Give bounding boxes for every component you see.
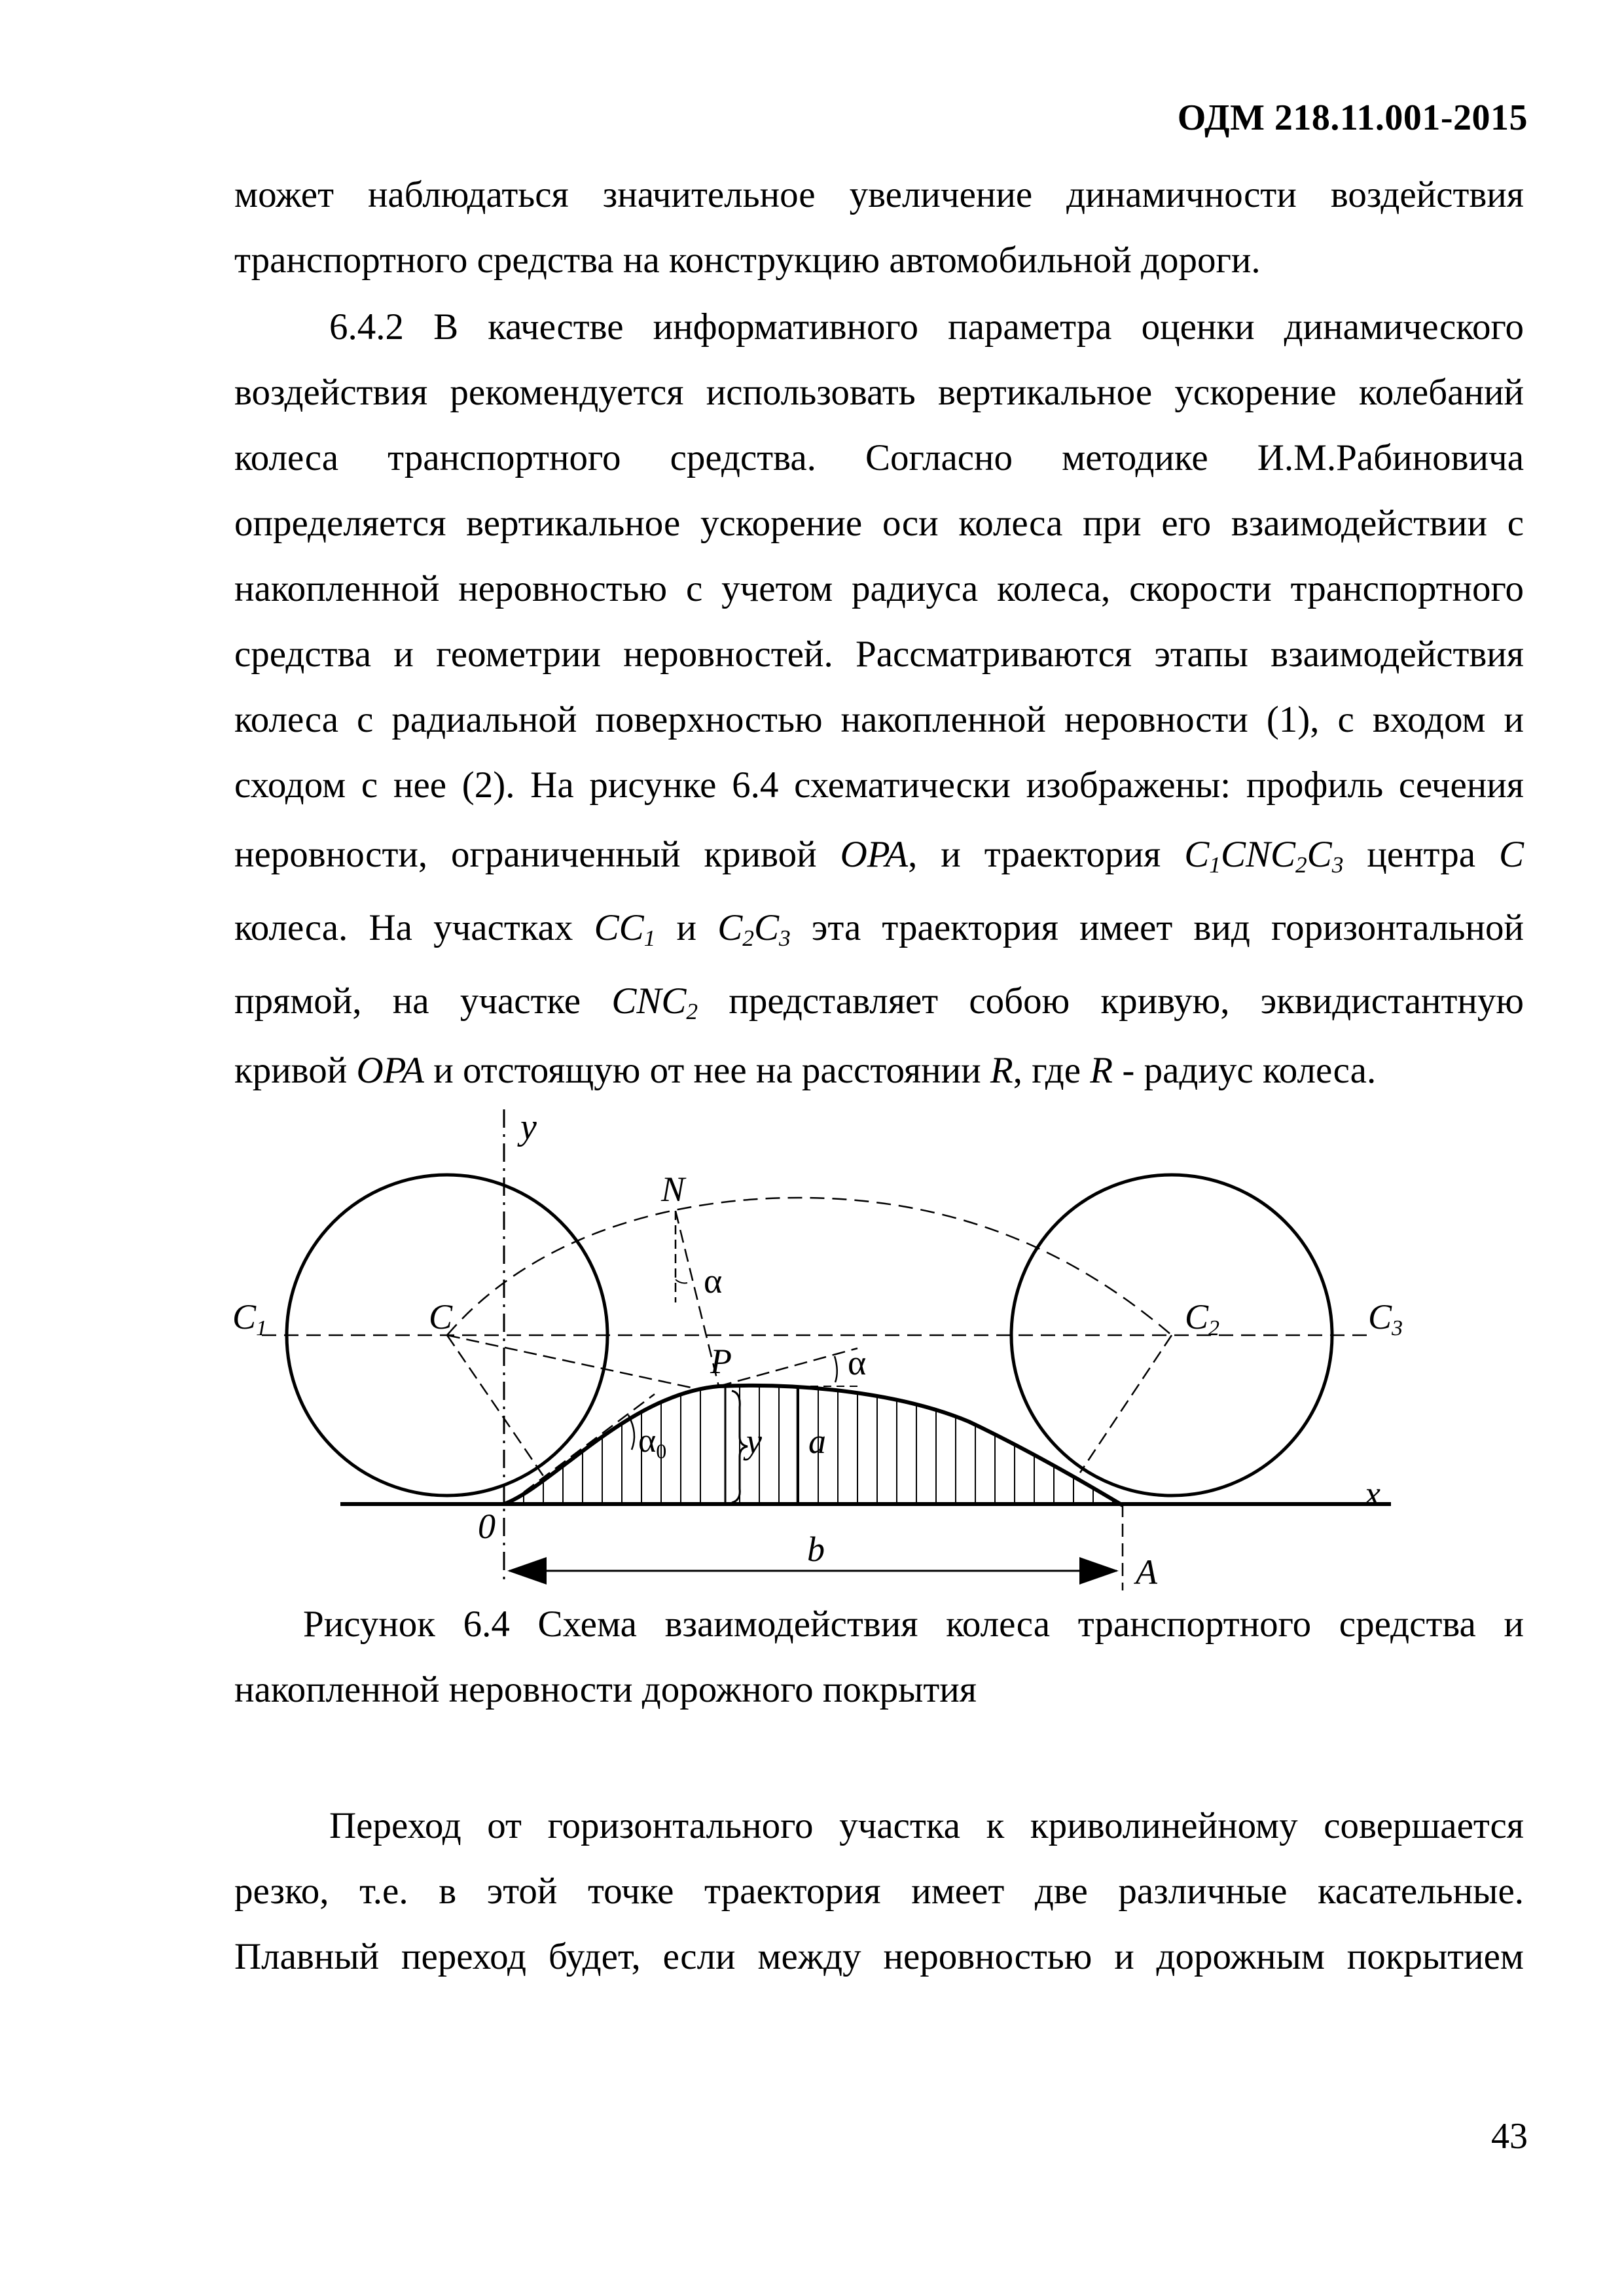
- figure-caption: [234, 1592, 1524, 1723]
- text-line: может наблюдаться значительное увеличение динамичности воздействия: [234, 174, 1524, 215]
- label-alpha-top: α: [704, 1261, 723, 1300]
- alpha-arc-right: [835, 1356, 837, 1382]
- text-line: колеса с радиальной поверхностью накопленной неровности (1), с входом и: [234, 699, 1524, 740]
- text-line: накопленной неровностью с учетом радиуса колеса, скорости транспортного: [234, 568, 1524, 609]
- label-x-axis: x: [1365, 1474, 1380, 1513]
- text-line: сходом с нее (2). На рисунке 6.4 схематически изображены: профиль сечения: [234, 764, 1524, 806]
- label-b: b: [807, 1530, 825, 1569]
- text-fragment: , где: [1013, 1050, 1081, 1091]
- text-fragment: кривой: [234, 1050, 348, 1091]
- text-line: [234, 1038, 1524, 1103]
- math-r: R: [990, 1050, 1013, 1091]
- text-fragment: центра: [1367, 834, 1476, 875]
- label-c3: C3: [1368, 1297, 1403, 1340]
- radius-line: [447, 1335, 543, 1476]
- text-fragment: представляет собою кривую, эквидистантную: [729, 980, 1525, 1022]
- text-line: [234, 965, 1524, 1038]
- text-line: резко, т.е. в этой точке траектория имеет две различные касательные.: [234, 1871, 1524, 1912]
- text-fragment: неровности, ограниченный кривой: [234, 834, 817, 875]
- math-c2c3: $C_2C_3$: [717, 907, 791, 951]
- document-code-header: ОДМ 218.11.001-2015: [1177, 98, 1528, 138]
- label-alpha0: α0: [638, 1422, 667, 1463]
- paragraph-6-4-2: [234, 295, 1524, 1103]
- text-line: 6.4.2 В качестве информативного параметра оценки динамического: [329, 306, 1524, 348]
- label-a-point: A: [1136, 1552, 1157, 1590]
- text-fragment: - радиус колеса.: [1122, 1050, 1377, 1091]
- math-cc1: $CC_1$: [594, 907, 656, 951]
- math-c: C: [1499, 834, 1525, 875]
- label-y-axis: y: [520, 1107, 537, 1147]
- text-fragment: прямой, на участке: [234, 980, 581, 1022]
- text-line: [234, 818, 1524, 891]
- math-trajectory: $C_1CNC_2C_3$: [1184, 834, 1344, 878]
- paragraph-transition: [234, 1793, 1524, 1990]
- text-fragment: и: [676, 907, 697, 948]
- label-c: C: [429, 1297, 453, 1336]
- text-line: средства и геометрии неровностей. Рассматриваются этапы взаимодействия: [234, 634, 1524, 675]
- math-cnc2: $CNC_2$: [611, 980, 698, 1024]
- text-fragment: колеса. На участках: [234, 907, 573, 948]
- caption-line: накопленной неровности дорожного покрытия: [234, 1669, 977, 1710]
- text-line: воздействия рекомендуется использовать вертикальное ускорение колебаний: [234, 372, 1524, 413]
- figure-wheel-bump-diagram: [216, 1106, 1453, 1590]
- page-number: 43: [1491, 2116, 1528, 2157]
- text-fragment: и отстоящую от нее на расстоянии: [433, 1050, 981, 1091]
- text-line: транспортного средства на конструкцию автомобильной дороги.: [234, 240, 1261, 281]
- math-opa: OPA: [356, 1050, 424, 1091]
- label-a: a: [808, 1422, 826, 1461]
- math-r: R: [1090, 1050, 1113, 1091]
- text-line: Плавный переход будет, если между неровностью и дорожным покрытием: [234, 1936, 1524, 1977]
- text-line: [234, 891, 1524, 965]
- label-y-inner: y: [746, 1422, 762, 1461]
- text-fragment: , и траектория: [908, 834, 1161, 875]
- caption-line: Рисунок 6.4 Схема взаимодействия колеса транспортного средства и: [303, 1604, 1524, 1645]
- text-line: определяется вертикальное ускорение оси колеса при его взаимодействии с: [234, 503, 1524, 544]
- text-fragment: эта траектория имеет вид горизонтальной: [811, 907, 1525, 948]
- text-line: Переход от горизонтального участка к криволинейному совершается: [329, 1805, 1524, 1846]
- radius-line: [1080, 1335, 1172, 1473]
- label-n: N: [661, 1170, 685, 1209]
- math-opa: OPA: [840, 834, 909, 875]
- label-alpha-right: α: [848, 1343, 867, 1382]
- label-origin: 0: [478, 1507, 496, 1546]
- label-p: P: [710, 1342, 732, 1381]
- alpha-arc-top: [676, 1280, 687, 1283]
- label-c1: C1: [232, 1297, 268, 1340]
- label-c2: C2: [1185, 1297, 1220, 1340]
- radius-line-cp: [447, 1335, 697, 1389]
- text-line: колеса транспортного средства. Согласно методике И.М.Рабиновича: [234, 437, 1524, 478]
- paragraph-continued: [234, 162, 1524, 293]
